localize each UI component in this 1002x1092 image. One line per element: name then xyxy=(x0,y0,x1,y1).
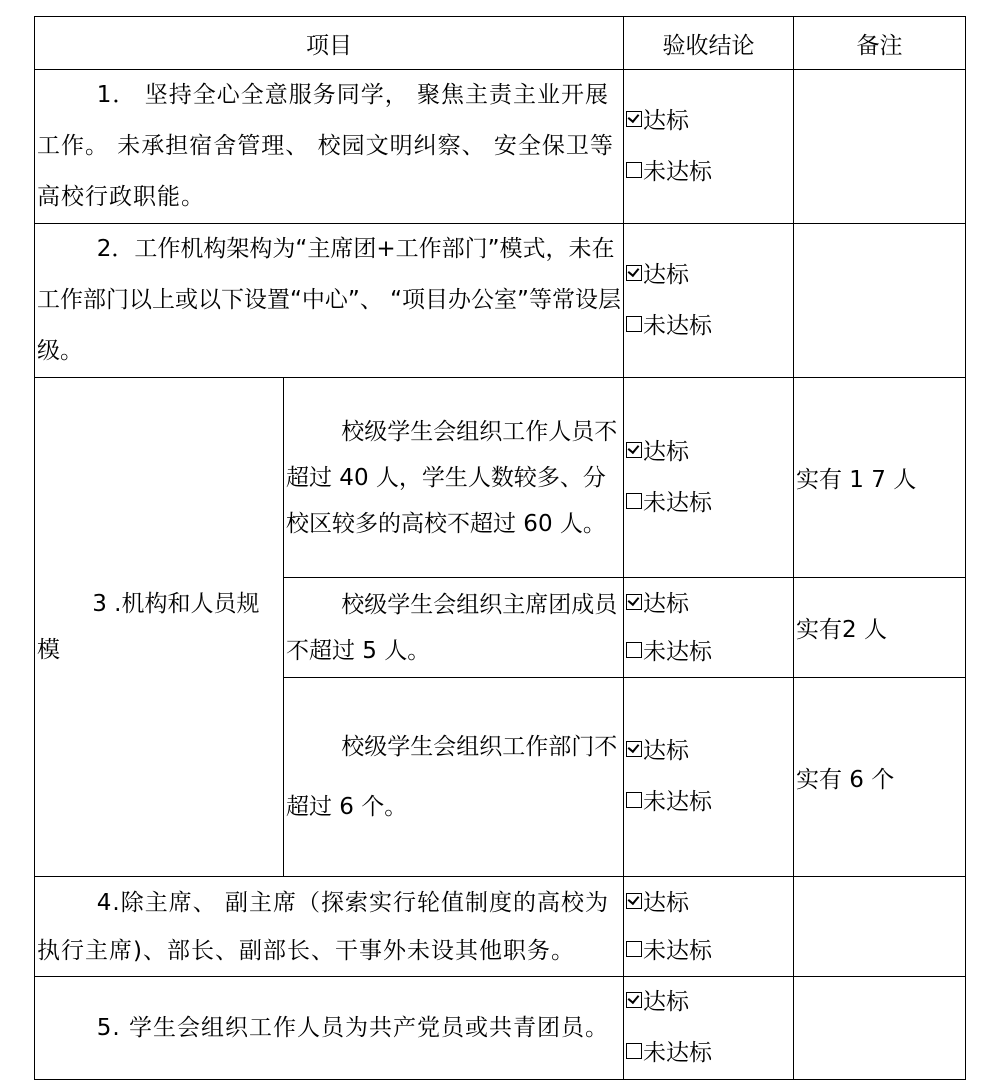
conclusion-cell xyxy=(624,977,794,1080)
remark-cell xyxy=(794,224,966,378)
header-conclusion: 验收结论 xyxy=(624,17,794,70)
option-pass-label: 达标 xyxy=(643,590,689,617)
option-pass[interactable] xyxy=(626,427,791,478)
remark-cell: 实有 1 7 人 xyxy=(794,378,966,578)
checked-box-icon[interactable] xyxy=(626,265,642,281)
header-row xyxy=(35,17,966,70)
checked-box-icon[interactable] xyxy=(626,741,642,757)
option-pass-label: 达标 xyxy=(643,438,689,465)
sub-item-text: 校级学生会组织工作部门不超过 6 个。 xyxy=(284,678,624,877)
option-fail-label: 未达标 xyxy=(643,1040,712,1066)
conclusion-cell xyxy=(624,224,794,378)
header-remark: 备注 xyxy=(794,17,966,70)
option-fail-label: 未达标 xyxy=(643,638,712,665)
remark-cell xyxy=(794,977,966,1080)
conclusion-cell xyxy=(624,877,794,977)
option-pass-label: 达标 xyxy=(643,989,689,1015)
sub-item-text: 校级学生会组织工作人员不超过 40 人，学生人数较多、分校区较多的高校不超过 60 人。 xyxy=(284,378,624,578)
unchecked-box-icon[interactable] xyxy=(626,1043,642,1059)
option-pass[interactable] xyxy=(626,96,791,147)
header-item: 项目 xyxy=(35,17,624,70)
option-pass[interactable] xyxy=(626,726,791,777)
option-pass-label: 达标 xyxy=(643,889,689,916)
checked-box-icon[interactable] xyxy=(626,442,642,458)
table-row xyxy=(35,877,966,977)
remark-cell xyxy=(794,877,966,977)
option-fail[interactable] xyxy=(626,628,791,676)
unchecked-box-icon[interactable] xyxy=(626,792,642,808)
unchecked-box-icon[interactable] xyxy=(626,642,642,658)
item-text: 5. 学生会组织工作人员为共产党员或共青团员。 xyxy=(35,977,624,1080)
remark-cell: 实有 6 个 xyxy=(794,678,966,877)
option-fail[interactable] xyxy=(626,927,791,975)
option-pass[interactable] xyxy=(626,250,791,301)
option-fail[interactable] xyxy=(626,777,791,828)
table-row xyxy=(35,224,966,378)
table-row xyxy=(35,378,966,578)
option-fail[interactable] xyxy=(626,301,791,352)
conclusion-cell xyxy=(624,578,794,678)
unchecked-box-icon[interactable] xyxy=(626,316,642,332)
option-pass[interactable] xyxy=(626,580,791,628)
option-pass[interactable] xyxy=(626,879,791,927)
option-fail-label: 未达标 xyxy=(643,312,712,339)
group-label: 3 .机构和人员规模 xyxy=(35,378,284,877)
checked-box-icon[interactable] xyxy=(626,893,642,909)
option-fail[interactable] xyxy=(626,478,791,529)
unchecked-box-icon[interactable] xyxy=(626,162,642,178)
unchecked-box-icon[interactable] xyxy=(626,493,642,509)
checked-box-icon[interactable] xyxy=(626,594,642,610)
table-row xyxy=(35,70,966,224)
option-fail-label: 未达标 xyxy=(643,489,712,516)
option-fail[interactable] xyxy=(626,147,791,198)
unchecked-box-icon[interactable] xyxy=(626,941,642,957)
conclusion-cell xyxy=(624,678,794,877)
item-text: 2．工作机构架构为“主席团+工作部门”模式，未在工作部门以上或以下设置“中心”、 “项目办公室”等常设层级。 xyxy=(35,224,624,378)
item-text: 4.除主席、 副主席（探索实行轮值制度的高校为执行主席)、部长、副部长、干事外未设其他职务。 xyxy=(35,877,624,977)
table-row xyxy=(35,977,966,1080)
option-pass-label: 达标 xyxy=(643,261,689,288)
sub-item-text: 校级学生会组织主席团成员不超过 5 人。 xyxy=(284,578,624,678)
option-pass-label: 达标 xyxy=(643,107,689,134)
conclusion-cell xyxy=(624,378,794,578)
remark-cell xyxy=(794,70,966,224)
option-pass[interactable] xyxy=(626,977,791,1028)
item-text: 1． 坚持全心全意服务同学， 聚焦主责主业开展工作。 未承担宿舍管理、 校园文明纠察、 安全保卫等高校行政职能。 xyxy=(35,70,624,224)
option-fail[interactable] xyxy=(626,1028,791,1079)
conclusion-cell xyxy=(624,70,794,224)
option-pass-label: 达标 xyxy=(643,738,689,764)
remark-cell: 实有2 人 xyxy=(794,578,966,678)
option-fail-label: 未达标 xyxy=(643,789,712,815)
acceptance-form-table xyxy=(34,16,966,1080)
checked-box-icon[interactable] xyxy=(626,111,642,127)
option-fail-label: 未达标 xyxy=(643,937,712,964)
checked-box-icon[interactable] xyxy=(626,992,642,1008)
option-fail-label: 未达标 xyxy=(643,158,712,185)
